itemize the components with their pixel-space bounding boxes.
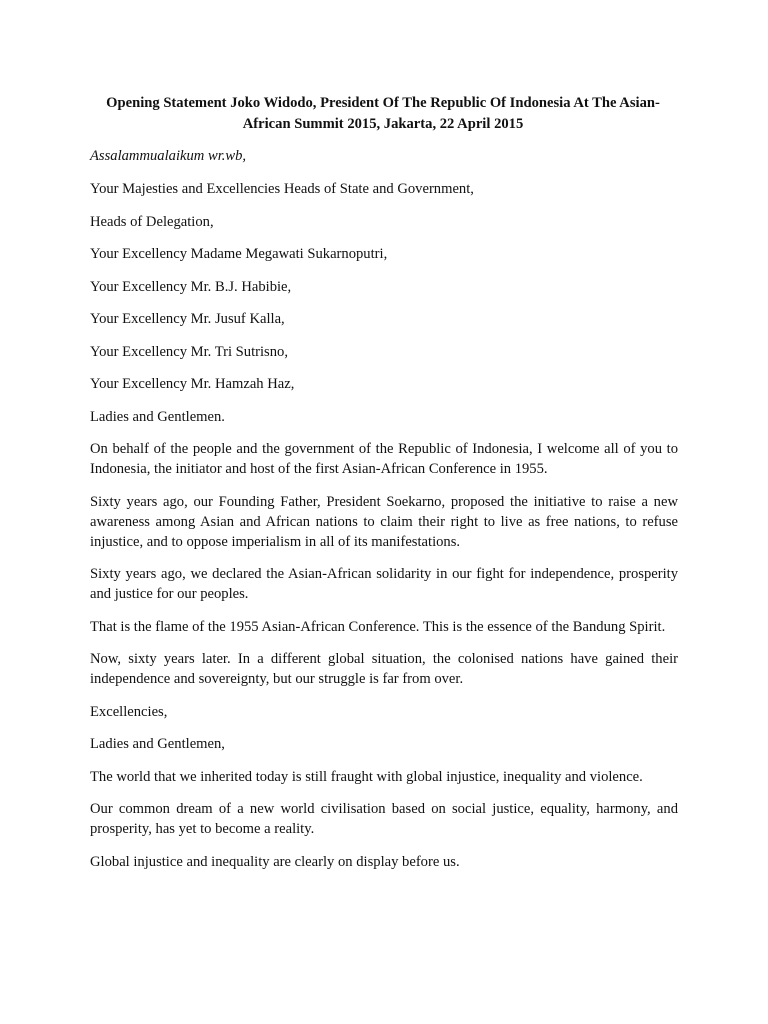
paragraph: Ladies and Gentlemen. xyxy=(90,408,225,425)
paragraph: Sixty years ago, our Founding Father, President Soekarno, proposed the initiative to raise a new awareness among Asian and African nations to claim their right to live as free nations, to refuse injustice, and to oppose imperialism in all of its manifestations. xyxy=(90,493,678,550)
paragraph: Global injustice and inequality are clearly on display before us. xyxy=(90,853,460,870)
paragraph: Our common dream of a new world civilisation based on social justice, equality, harmony, and prosperity, has yet to become a reality. xyxy=(90,801,678,837)
paragraph: Your Excellency Mr. Tri Sutrisno, xyxy=(90,343,288,360)
paragraph: On behalf of the people and the government of the Republic of Indonesia, I welcome all of you to Indonesia, the initiator and host of the first Asian-African Conference in 1955. xyxy=(90,441,678,477)
paragraph: Your Majesties and Excellencies Heads of State and Government, xyxy=(90,181,474,197)
paragraph: Ladies and Gentlemen, xyxy=(90,736,225,752)
paragraph: Heads of Delegation, xyxy=(90,213,214,230)
paragraph: Your Excellency Mr. B.J. Habibie, xyxy=(90,278,292,295)
paragraph: Excellencies, xyxy=(90,703,168,720)
paragraph: Your Excellency Mr. Hamzah Haz, xyxy=(90,376,295,392)
document-body xyxy=(90,146,678,884)
document-title: Opening Statement Joko Widodo, President Of The Republic Of Indonesia At The Asian-African Summit 2015, Jakarta, 22 April 2015 xyxy=(106,95,660,132)
paragraph: The world that we inherited today is still fraught with global injustice, inequality and violence. xyxy=(90,768,643,785)
paragraph: Your Excellency Madame Megawati Sukarnoputri, xyxy=(90,246,388,262)
paragraph: That is the flame of the 1955 Asian-African Conference. This is the essence of the Bandung Spirit. xyxy=(90,618,666,635)
paragraph: Your Excellency Mr. Jusuf Kalla, xyxy=(90,311,285,327)
paragraph: Sixty years ago, we declared the Asian-African solidarity in our fight for independence, prosperity and justice for our peoples. xyxy=(90,566,678,602)
paragraph: Now, sixty years later. In a different global situation, the colonised nations have gained their independence and sovereignty, but our struggle is far from over. xyxy=(90,651,678,687)
salutation: Assalammualaikum wr.wb, xyxy=(90,148,247,164)
